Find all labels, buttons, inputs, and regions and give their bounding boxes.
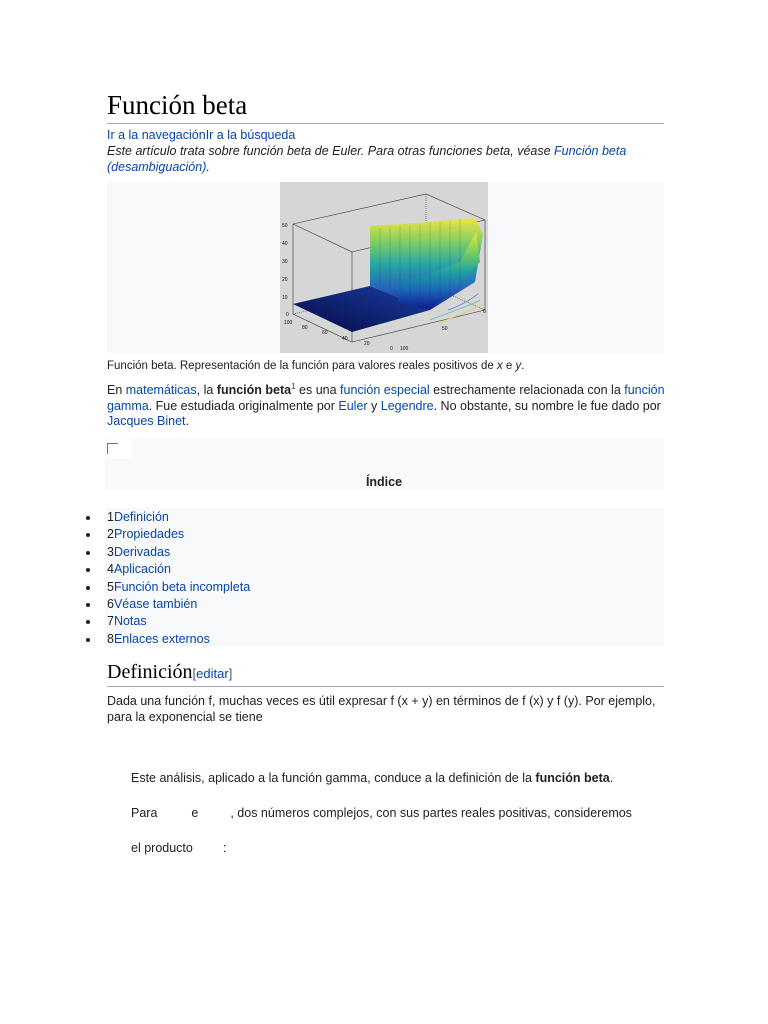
caption-end: . [521,360,525,372]
body-text: : [222,841,227,855]
x-tick: 40 [342,336,348,342]
intro-text: En [107,383,126,397]
link-legendre[interactable]: Legendre [380,398,434,413]
toc-item[interactable] [86,544,250,561]
caption-text-mid: e [502,360,516,372]
toc-link[interactable]: Notas [113,614,147,629]
toc-number: 6 [107,596,114,611]
figure-caption [107,358,524,374]
intro-text: y [367,398,381,413]
toc-number: 4 [107,562,114,577]
caption-var-x: x [496,360,503,372]
z-tick: 20 [282,277,288,283]
link-funcion-gamma[interactable]: función gamma [107,383,665,413]
y-tick: 50 [442,326,448,332]
toc-list [86,509,250,648]
body-text: Este análisis, aplicado a la función gamma, conduce a la definición de la [131,771,536,785]
jump-links [107,127,295,143]
caption-var-y: y [515,360,522,372]
toc-link[interactable]: Véase también [113,596,198,611]
body-text: , dos números complejos, con sus partes reales positivas, consideremos [230,806,632,820]
section-title-text: Definición [107,661,193,683]
z-tick: 30 [282,259,288,265]
body-text: . [609,771,614,785]
link-funcion-especial[interactable]: función especial [340,383,430,397]
intro-text: es una [295,383,341,397]
toc-link[interactable]: Derivadas [113,544,171,559]
beta-function-surface-image[interactable] [280,182,488,353]
hatnote-link-desambiguacion[interactable]: (desambiguación) [107,160,207,174]
intro-text: . No obstante, su nombre le fue dado por [433,398,661,413]
jump-to-navigation-link[interactable]: Ir a la navegación [107,128,206,142]
hatnote-text: Este artículo trata sobre función beta de Euler. Para otras funciones beta, véase [107,144,555,158]
link-euler[interactable]: Euler [338,398,368,413]
edit-bracket: ] [228,666,233,681]
product-paragraph [131,840,226,856]
toc-link[interactable]: Enlaces externos [113,631,210,646]
edit-section-link[interactable]: editar [196,666,229,681]
intro-text: . [185,414,190,428]
toc-link[interactable]: Aplicación [113,562,171,577]
jump-to-search-link[interactable]: Ir a la búsqueda [205,128,296,142]
intro-paragraph [107,383,667,430]
x-tick: 100 [284,320,293,326]
toc-number: 2 [107,527,114,542]
footnote-ref-1[interactable]: 1 [291,381,296,391]
toc-item[interactable] [86,509,250,526]
complex-numbers-paragraph [131,805,691,821]
definition-paragraph: Dada una función f, muchas veces es útil expresar f (x + y) en términos de f (x) y f (y). Por ejemplo, para la exponencial se tiene [107,694,656,724]
toc-number: 8 [107,631,114,646]
toc-item[interactable] [86,579,250,596]
toc-toggle-checkbox[interactable] [107,443,118,454]
intro-text: , la [196,383,217,397]
x-tick: 80 [302,325,308,331]
body-text: e [191,806,199,820]
toc-number: 3 [107,544,114,559]
section-title-definicion [107,660,664,687]
toc-item[interactable] [86,561,250,578]
hatnote [107,143,667,175]
toc-item[interactable] [86,613,250,630]
y-tick: 100 [400,346,409,352]
body-text: Para [131,806,158,820]
link-jacques-binet[interactable]: Jacques Binet [107,414,186,428]
z-tick: 10 [282,295,288,301]
page-title: Función beta [107,88,664,124]
edit-bracket: [ [192,666,197,681]
intro-text: . Fue estudiada originalmente por [148,398,339,413]
body-bold-term: función beta [535,771,610,785]
gamma-analysis-paragraph [131,770,613,786]
toc-number: 5 [107,579,114,594]
z-tick: 40 [282,241,288,247]
body-text: el producto [131,841,193,855]
intro-text: estrechamente relacionada con la [429,383,625,397]
x-tick: 0 [390,346,393,352]
caption-text: Función beta. Representación de la función para valores reales positivos de [107,360,497,372]
toc-link[interactable]: Definición [113,510,169,524]
toc-link[interactable]: Función beta incompleta [113,579,251,594]
y-tick: 0 [483,309,486,315]
toc-item[interactable] [86,526,250,543]
toc-item[interactable] [86,596,250,613]
toc-item[interactable] [86,631,250,648]
intro-bold-term: función beta [216,383,292,397]
z-tick: 0 [286,312,289,318]
link-matematicas[interactable]: matemáticas [125,383,197,397]
z-tick: 50 [282,223,288,229]
hatnote-link-funcion-beta[interactable]: Función beta [554,144,627,158]
toc-link[interactable]: Propiedades [113,527,185,542]
hatnote-end: . [206,160,210,174]
x-tick: 60 [322,330,328,336]
x-tick: 20 [364,341,370,347]
toc-title: Índice [365,475,403,489]
toc-number: 1 [107,510,114,524]
toc-number: 7 [107,614,114,629]
